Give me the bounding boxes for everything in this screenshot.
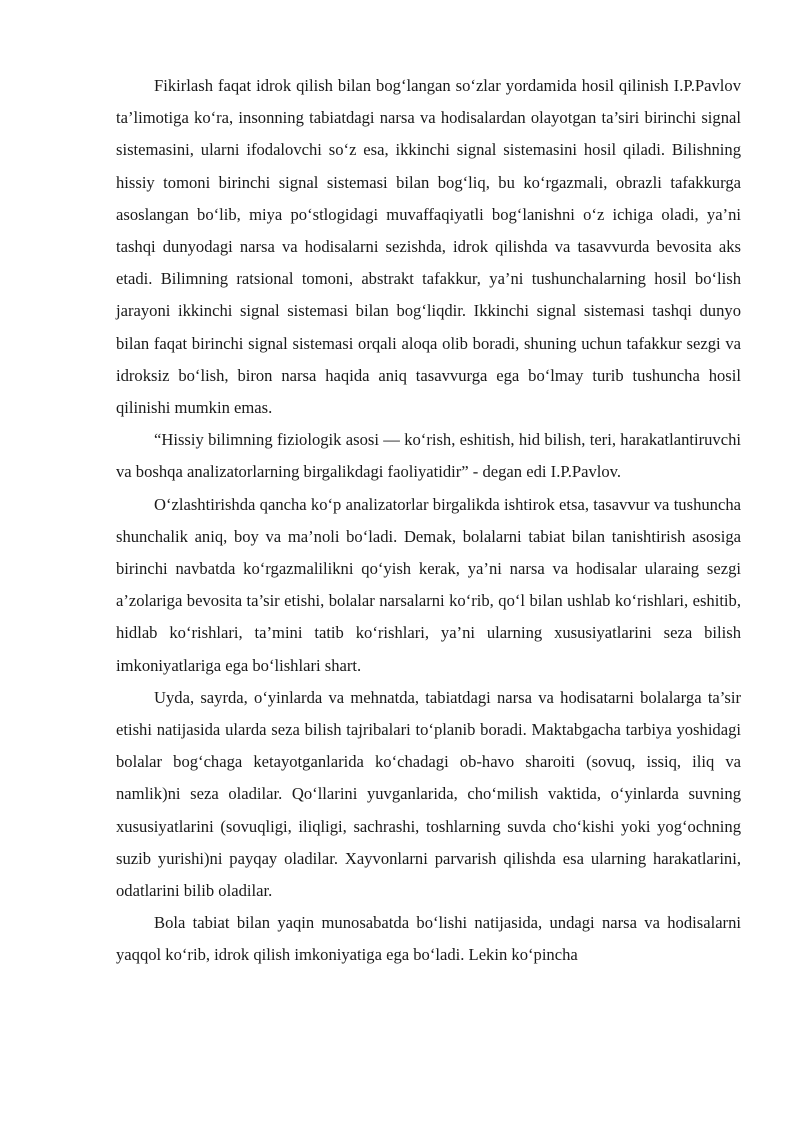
paragraph-5: Bola tabiat bilan yaqin munosabatda bo‘lishi natijasida, undagi narsa va hodisalarni yaqqol ko‘rib, idrok qilish imkoniyatiga ega bo‘ladi. Lekin ko‘pincha — [116, 913, 741, 965]
paragraph-1: Fikirlash faqat idrok qilish bilan bog‘langan so‘zlar yordamida hosil qilinish I.P.Pavlov ta’limotiga ko‘ra, insonning tabiatdagi narsa va hodisalardan olayotgan ta’siri birinchi signal sistemasini, ularni ifodalovchi so‘z esa, ikkinchi signal sistemasini hosil qiladi. Bilishning hissiy tomoni birinchi signal sistemasi bilan bog‘liq, bu ko‘rgazmali, obrazli tafakkurga asoslangan bo‘lib, miya po‘stlogidagi muvaffaqiyatli bog‘lanishni o‘z ichiga oladi, ya’ni tashqi dunyodagi narsa va hodisalarni sezishda, idrok qilishda va tasavvurda bevosita aks etadi. Bilimning ratsional tomoni, abstrakt tafakkur, ya’ni tushunchalarning hosil bo‘lish jarayoni ikkinchi signal sistemasi bilan bog‘liqdir. Ikkinchi signal sistemasi tashqi dunyo bilan faqat birinchi signal sistemasi orqali aloqa olib boradi, shuning uchun tafakkur sezgi va idroksiz bo‘lish, biron narsa haqida aniq tasavvurga ega bo‘lmay turib tushuncha hosil qilinishi mumkin emas. — [116, 76, 741, 418]
paragraph-2: “Hissiy bilimning fiziologik asosi — ko‘rish, eshitish, hid bilish, teri, harakatlantiruvchi va boshqa analizatorlarning birgalikdagi faoliyatidir” - degan edi I.P.Pavlov. — [116, 430, 741, 482]
paragraph-3: O‘zlashtirishda qancha ko‘p analizatorlar birgalikda ishtirok etsa, tasavvur va tushuncha shunchalik aniq, boy va ma’noli bo‘ladi. Demak, bolalarni tabiat bilan tanishtirish asosiga birinchi navbatda ko‘rgazmalilikni qo‘yish kerak, ya’ni narsa va hodisalar ularaing sezgi a’zolariga bevosita ta’sir etishi, bolalar narsalarni ko‘rib, qo‘l bilan ushlab ko‘rishlari, eshitib, hidlab ko‘rishlari, ta’mini tatib ko‘rishlari, ya’ni ularning xususiyatlarini seza bilish imkoniyatlariga ega bo‘lishlari shart. — [116, 494, 741, 675]
document-page — [116, 70, 741, 972]
paragraph-4: Uyda, sayrda, o‘yinlarda va mehnatda, tabiatdagi narsa va hodisatarni bolalarga ta’sir etishi natijasida ularda seza bilish tajribalari to‘planib boradi. Maktabgacha tarbiya yoshidagi bolalar bog‘chaga ketayotganlarida ko‘chadagi ob-havo sharoiti (sovuq, issiq, iliq va namlik)ni seza oladilar. Qo‘llarini yuvganlarida, cho‘milish vaktida, o‘yinlarda suvning xususiyatlarini (sovuqligi, iliqligi, sachrashi, toshlarning suvda cho‘kishi yoki yog‘ochning suzib yurishi)ni payqay oladilar. Xayvonlarni parvarish qilishda esa ularning harakatlarini, odatlarini bilib oladilar. — [116, 687, 741, 901]
